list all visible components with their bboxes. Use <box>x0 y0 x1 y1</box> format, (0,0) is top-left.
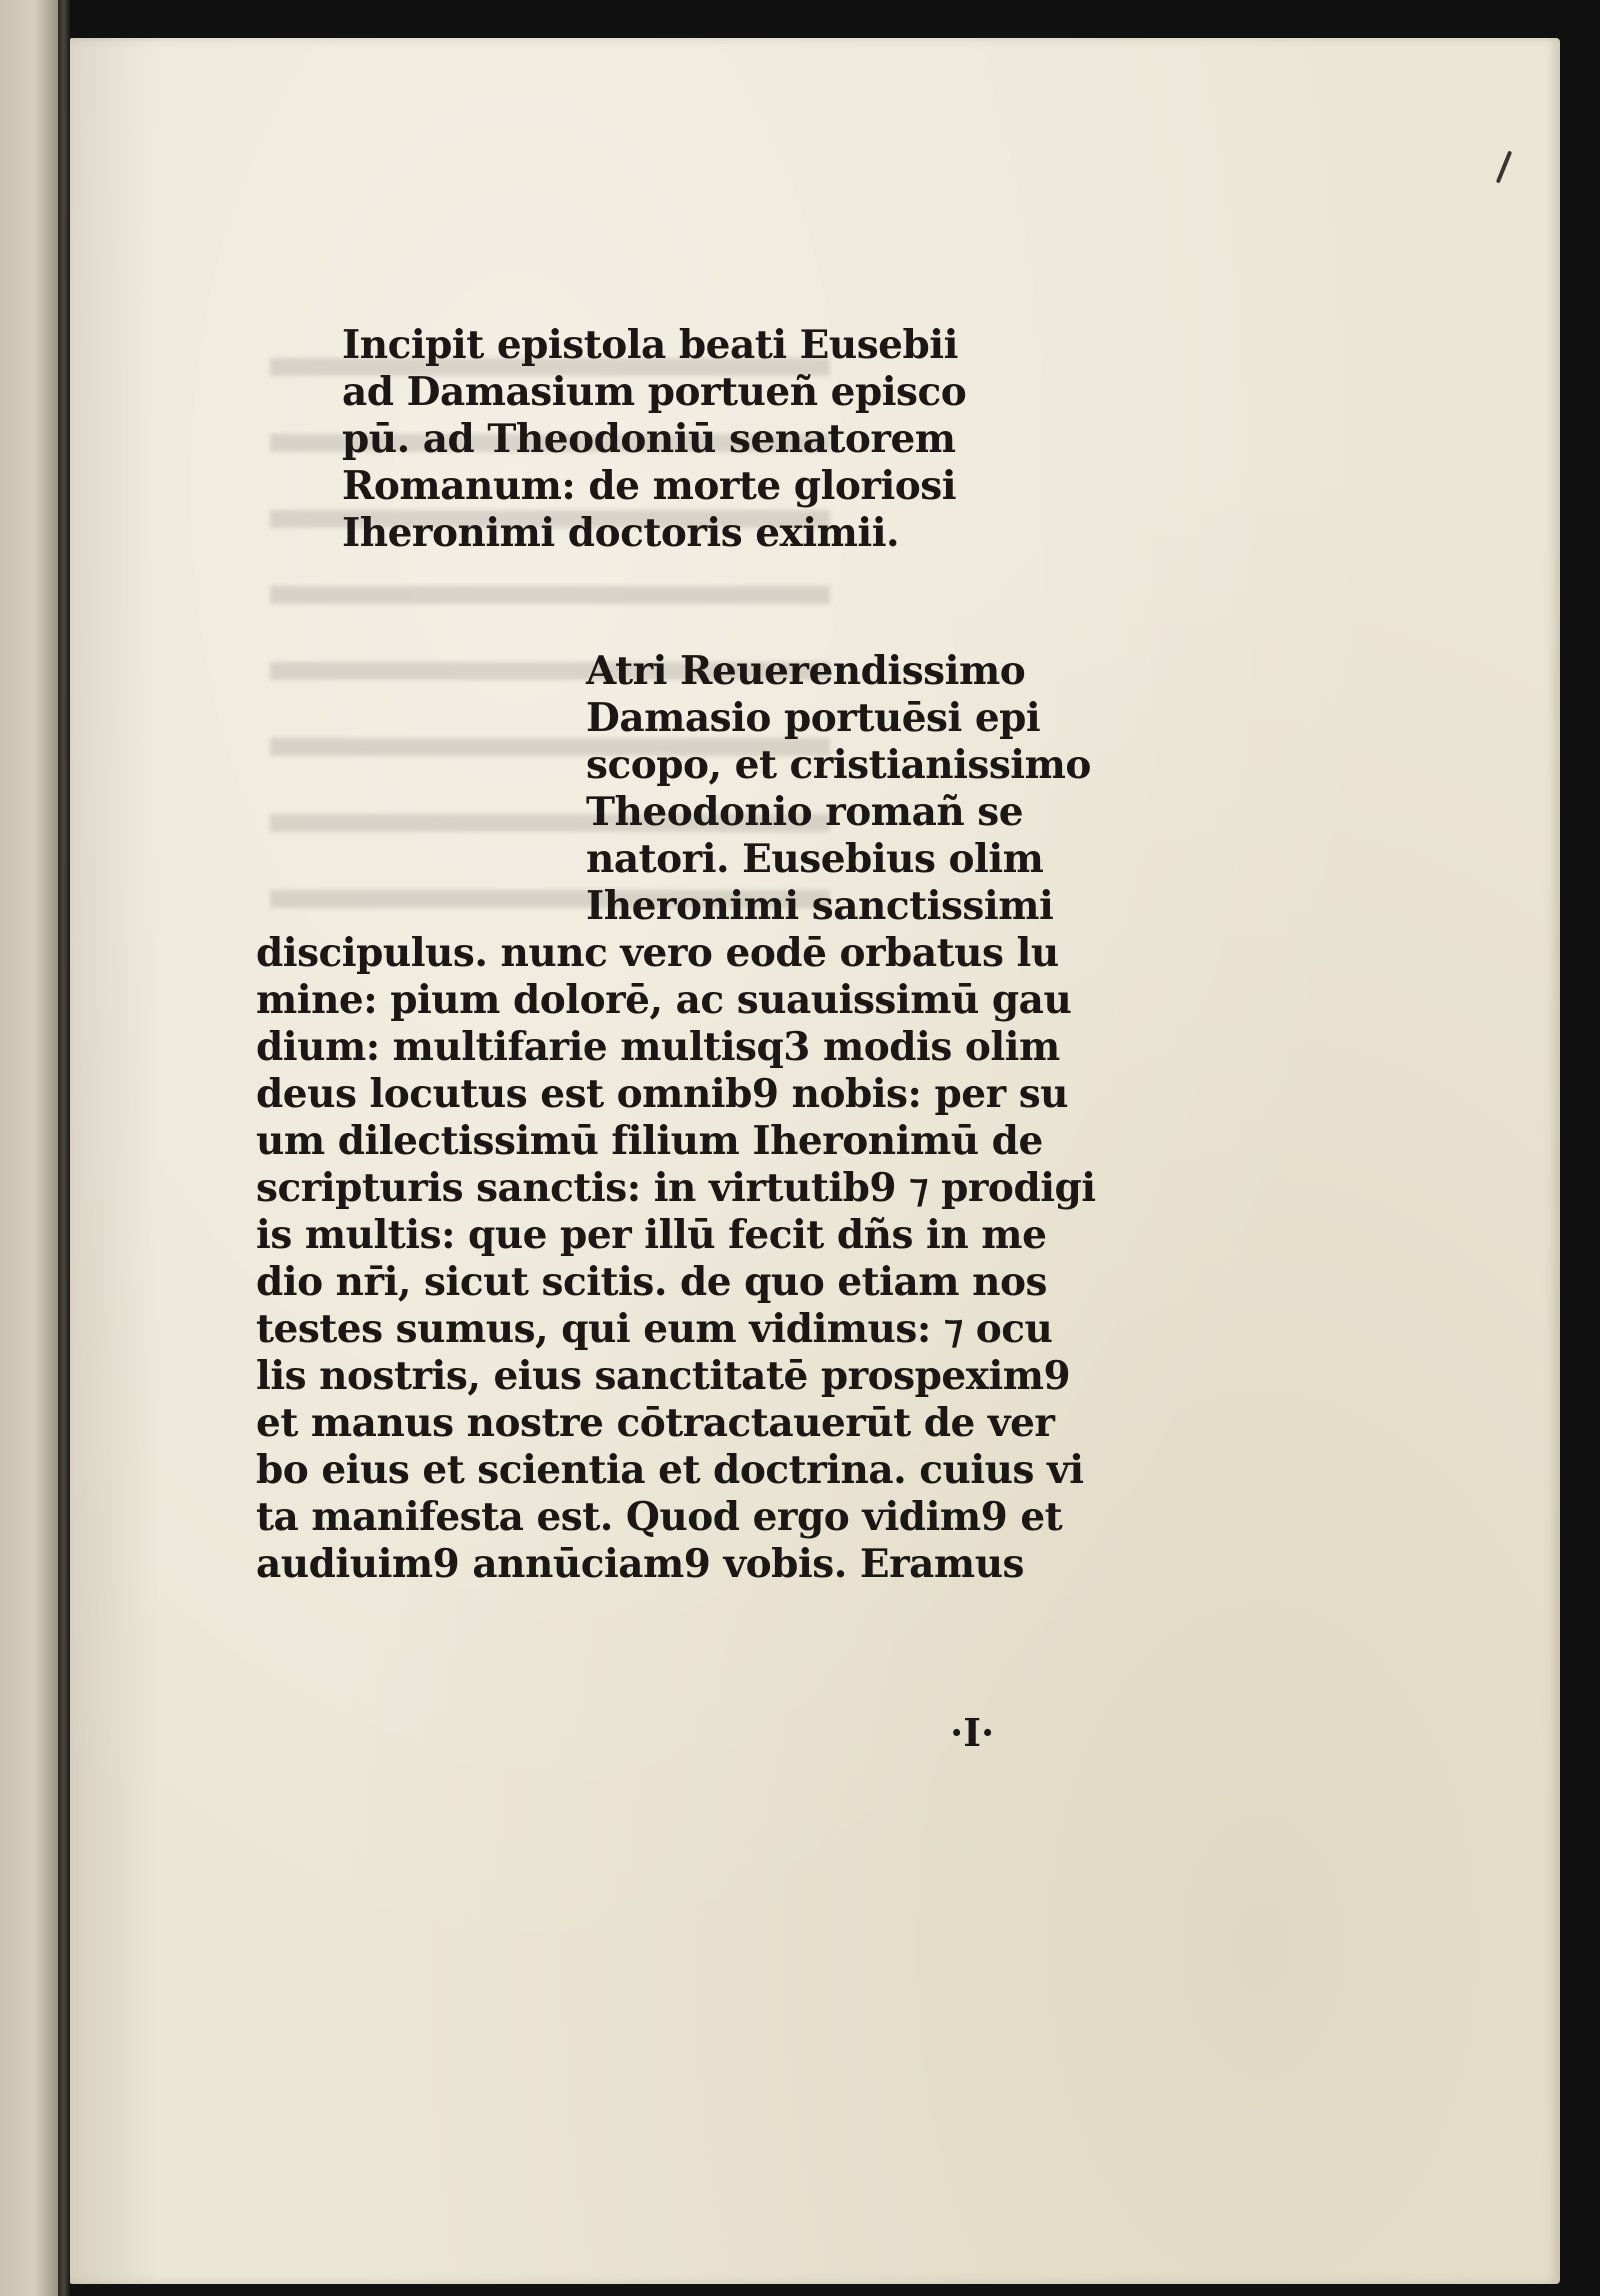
heading-line: Romanum: de morte gloriosi <box>342 463 957 509</box>
body-line: et manus nostre cōtractauerūt de ver <box>256 1400 1055 1446</box>
body-line: testes sumus, qui eum vidimus: ⁊ ocu <box>256 1306 1053 1352</box>
pencil-mark <box>1496 150 1512 183</box>
body-line: lis nostris, eius sanctitatē prospexim9 <box>256 1353 1071 1399</box>
body-line: deus locutus est omnib9 nobis: per su <box>256 1071 1069 1117</box>
body-line: Theodonio romañ se <box>586 789 1024 835</box>
body-line: dium: multifarie multisq3 modis olim <box>256 1024 1060 1070</box>
body-line: dio nr̄i, sicut scitis. de quo etiam nos <box>256 1259 1047 1305</box>
incipit-heading <box>342 322 966 557</box>
body-line: is multis: que per illū fecit dñs in me <box>256 1212 1047 1258</box>
body-line: scopo, et cristianissimo <box>586 742 1091 788</box>
body-line: um dilectissimū filium Iheronimū de <box>256 1118 1043 1164</box>
facing-page-edge <box>0 0 58 2296</box>
body-line: audiuim9 annūciam9 vobis. Eramus <box>256 1541 1024 1587</box>
body-line: mine: pium dolorē, ac suauissimū gau <box>256 977 1072 1023</box>
heading-line: Incipit epistola beati Eusebii <box>342 322 958 368</box>
book-gutter <box>58 0 70 2296</box>
epistle-body <box>256 648 1096 1588</box>
body-line: Iheronimi sanctissimi <box>586 883 1054 929</box>
body-line: natori. Eusebius olim <box>586 836 1044 882</box>
page-number: ·I· <box>950 1710 995 1755</box>
heading-line: Iheronimi doctoris eximii. <box>342 510 900 556</box>
body-line: bo eius et scientia et doctrina. cuius vi <box>256 1447 1084 1493</box>
body-line: ta manifesta est. Quod ergo vidim9 et <box>256 1494 1063 1540</box>
heading-line: pū. ad Theodoniū senatorem <box>342 416 956 462</box>
body-line: scripturis sanctis: in virtutib9 ⁊ prodigi <box>256 1165 1096 1211</box>
heading-line: ad Damasium portueñ episco <box>342 369 967 415</box>
body-line: Damasio portuēsi epi <box>586 695 1041 741</box>
body-line: discipulus. nunc vero eodē orbatus lu <box>256 930 1059 976</box>
body-line: Atri Reuerendissimo <box>586 648 1026 694</box>
